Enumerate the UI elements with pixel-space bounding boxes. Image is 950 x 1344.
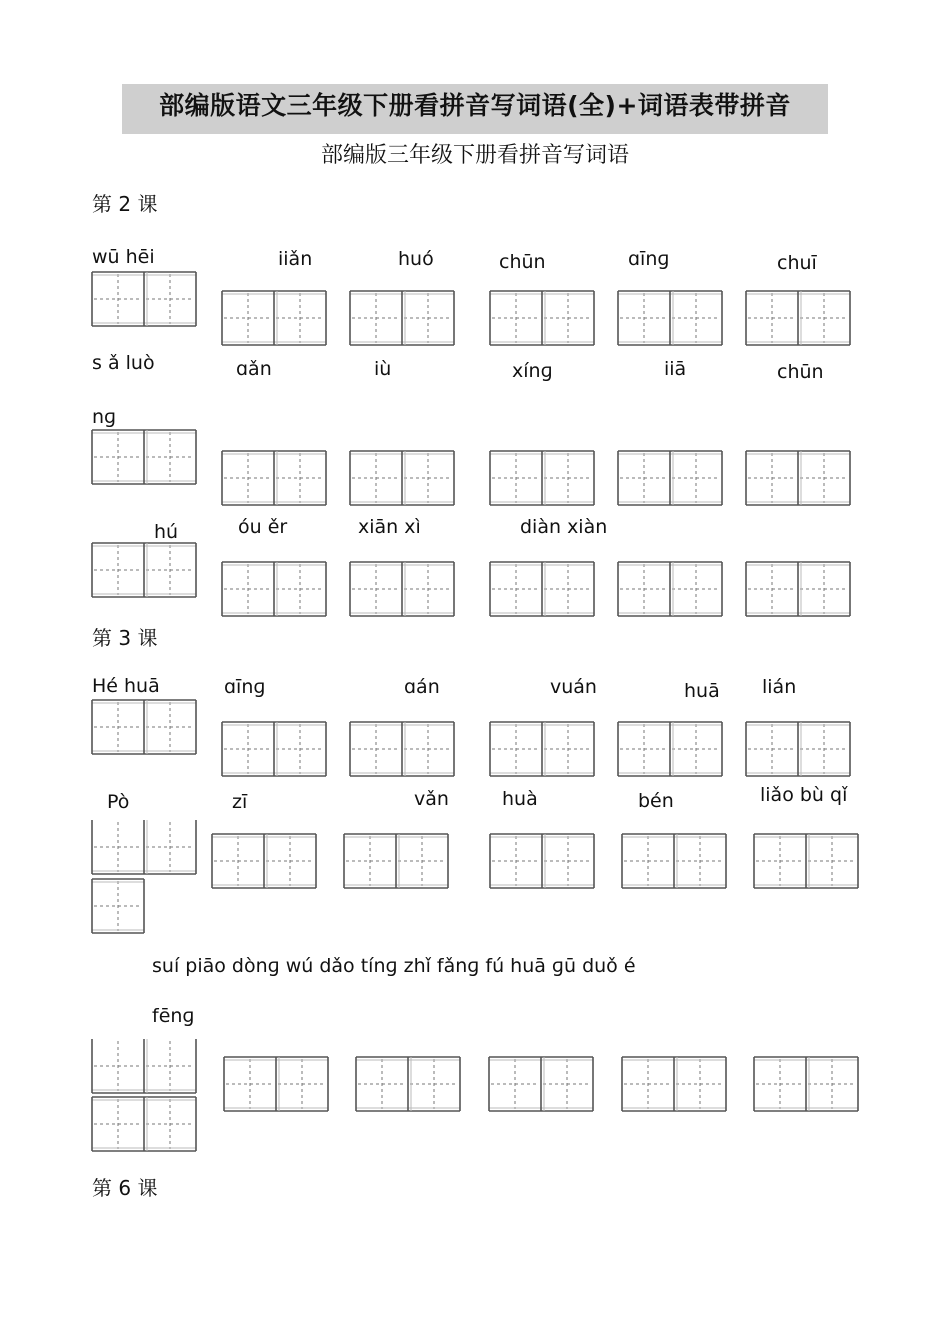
pinyin-label: wū hēi	[92, 246, 155, 268]
page-title: 部编版语文三年级下册看拼音写词语(全)+词语表带拼音	[159, 91, 791, 120]
writing-grid[interactable]	[488, 289, 596, 347]
writing-grid[interactable]	[210, 832, 318, 890]
writing-grid[interactable]	[616, 560, 724, 618]
pinyin-label: óu ěr	[238, 516, 288, 538]
writing-grid[interactable]	[90, 818, 198, 876]
writing-grid[interactable]	[220, 720, 328, 778]
writing-grid[interactable]	[744, 449, 852, 507]
writing-grid[interactable]	[752, 1055, 860, 1113]
writing-grid[interactable]	[488, 832, 596, 890]
writing-grid[interactable]	[220, 449, 328, 507]
pinyin-label: hú	[154, 521, 179, 543]
pinyin-label: iù	[374, 358, 392, 380]
pinyin-label: s ǎ luò	[92, 352, 155, 374]
pinyin-label: xínɡ	[512, 360, 553, 382]
pinyin-label: vuán	[550, 676, 597, 698]
writing-grid[interactable]	[222, 1055, 330, 1113]
writing-grid[interactable]	[348, 720, 456, 778]
writing-grid[interactable]	[220, 289, 328, 347]
writing-grid[interactable]	[488, 449, 596, 507]
writing-grid[interactable]	[90, 1037, 198, 1095]
pinyin-label: ɑīnɡ	[224, 676, 266, 698]
writing-grid[interactable]	[488, 720, 596, 778]
pinyin-label: lián	[762, 676, 797, 698]
lesson-heading-6: 第 6 课	[92, 1176, 158, 1200]
writing-grid[interactable]	[620, 1055, 728, 1113]
writing-grid[interactable]	[90, 1095, 198, 1153]
pinyin-label: huā	[684, 680, 720, 702]
pinyin-label: ɑǎn	[236, 358, 272, 380]
pinyin-label: ɑīnɡ	[628, 248, 670, 270]
writing-grid[interactable]	[488, 560, 596, 618]
writing-grid[interactable]	[744, 560, 852, 618]
pinyin-label: iiā	[664, 358, 687, 380]
pinyin-label: suí piāo dònɡ wú dǎo tínɡ zhǐ fǎnɡ fú huā ɡū duǒ é	[152, 955, 636, 977]
writing-grid[interactable]	[616, 449, 724, 507]
writing-grid[interactable]	[487, 1055, 595, 1113]
writing-grid[interactable]	[90, 270, 198, 328]
pinyin-label: ɑán	[404, 676, 440, 698]
pinyin-label: chūn	[499, 251, 546, 273]
pinyin-label: Pò	[107, 791, 130, 813]
writing-grid[interactable]	[348, 449, 456, 507]
writing-grid[interactable]	[342, 832, 450, 890]
writing-grid[interactable]	[90, 541, 198, 599]
writing-grid[interactable]	[616, 289, 724, 347]
lesson-heading-2: 第 2 课	[92, 192, 158, 216]
writing-grid[interactable]	[616, 720, 724, 778]
writing-grid[interactable]	[744, 720, 852, 778]
pinyin-label: bén	[638, 790, 674, 812]
writing-grid[interactable]	[220, 560, 328, 618]
writing-grid[interactable]	[752, 832, 860, 890]
pinyin-label: huà	[502, 788, 538, 810]
pinyin-label: Hé huā	[92, 675, 160, 697]
writing-grid[interactable]	[744, 289, 852, 347]
pinyin-label: huó	[398, 248, 434, 270]
writing-grid[interactable]	[348, 560, 456, 618]
pinyin-label: zī	[232, 791, 248, 813]
pinyin-label: xiān xì	[358, 516, 421, 538]
pinyin-label: fēnɡ	[152, 1005, 195, 1027]
writing-grid[interactable]	[348, 289, 456, 347]
pinyin-label: nɡ	[92, 406, 117, 428]
writing-grid[interactable]	[354, 1055, 462, 1113]
pinyin-label: liǎo bù qǐ	[760, 784, 848, 806]
writing-grid[interactable]	[90, 877, 146, 935]
pinyin-label: iiǎn	[278, 248, 313, 270]
writing-grid[interactable]	[90, 698, 198, 756]
writing-grid[interactable]	[90, 428, 198, 486]
pinyin-label: chūn	[777, 361, 824, 383]
writing-grid[interactable]	[620, 832, 728, 890]
lesson-heading-3: 第 3 课	[92, 626, 158, 650]
pinyin-label: diàn xiàn	[520, 516, 608, 538]
pinyin-label: vǎn	[414, 788, 449, 810]
page-subtitle: 部编版三年级下册看拼音写词语	[320, 143, 629, 168]
pinyin-label: chuī	[777, 252, 817, 274]
